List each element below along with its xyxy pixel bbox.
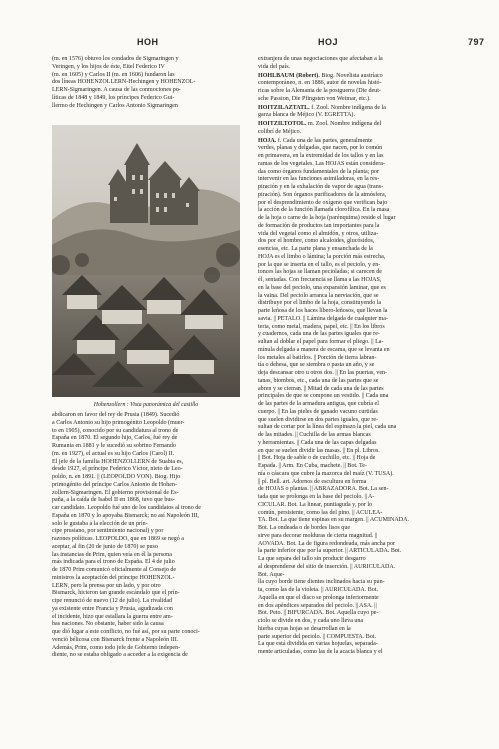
dictionary-entry bbox=[258, 121, 448, 137]
entry-headword: HOHLBAUM (Robert). bbox=[258, 72, 320, 79]
header-middle-word: HOJ bbox=[318, 37, 339, 47]
entry-headword: HOITZILAZTATL. bbox=[258, 104, 310, 111]
dictionary-entry bbox=[258, 105, 448, 121]
castle-photograph bbox=[52, 125, 240, 397]
header-left-word: HOH bbox=[137, 37, 159, 47]
page-number: 797 bbox=[468, 37, 485, 47]
entry-headword: HOITZILTOTOL. bbox=[258, 121, 307, 127]
left-top-paragraph: (m. en 1576) obtuvo los condados de Sigmaringen y Veringen, y los hijos de éste, Eitel Federico IV (m. en 1605) y Carlos II (m. en 1606) fundaron las dos líneas HOHENZOLLERN-Hechingen y HOHENZOL- LERN-Sigmaringen. A causa de las conmociones po- líticas de 1848 y 1849, los príncipes Federico Gui- llermo de Hechingen y Carlos Antonio Sigmaringen bbox=[52, 56, 196, 109]
entry-body: f. Zool. Nombre indígena de la garza blanca de Méjico (V. EGRETTA). bbox=[258, 104, 386, 119]
right-column bbox=[258, 56, 448, 657]
entry-body: Biog. Novelista austríaco contemporáneo, n. en 1886, autor de novelas histó- ricas sobre la Alemania de la postguerra (Die deut- sche Passion, Die Pfingsten von Weimar, etc.). bbox=[258, 72, 383, 102]
left-column-top bbox=[52, 56, 240, 110]
entry-headword: HOJA. bbox=[258, 137, 277, 144]
dictionary-entry bbox=[258, 73, 448, 104]
running-header bbox=[0, 37, 499, 51]
photo-caption: Hohenzollern : Vista panorámica del castillo bbox=[93, 402, 199, 408]
entry-body: m. Zool. Nombre indígena del colibrí de Méjico. bbox=[258, 121, 382, 135]
right-intro-paragraph: extranjera de unas negociaciones que afectaban a la vida del país. bbox=[258, 56, 383, 70]
left-column-bottom bbox=[52, 412, 240, 660]
left-bottom-paragraph: abdicaron en favor del rey de Prusia (1849). Sucedió a Carlos Antonio su hijo primogénito Leopoldo (muer- to en 1905), conocido por su candidatura al trono de España en 1870. El segundo hijo, Carlos, fué rey de Rumania en 1881 y le sucedió su sobrino Fernando (m. en 1927), el actual es su hijo Carlos (Carol) II. El jefe de la familia HOHENZOLLERN de Suabia es, desde 1927, el príncipe Federico Víctor, nieto de Leo- poldo, n. en 1891. || (LEOPOLDO VON). Biog. Hijo primogénito del príncipe Carlos Antonio de Hohen- zollern-Sigmaringen. El gobierno provisional de Es- paña, a la caída de Isabel II en 1868, tuvo que bus- car candidato. Leopoldo fué uno de los candidatos al trono de España en 1870 y lo apoyaba Bismarck; no así Napoleón III, solo le gustaba a la elección de un prín- cipe prusiano, por sentimiento nacional) y por razones políticas. LEOPOLDO, que en 1869 se negó a aceptar, al fin (20 de junio de 1870) se puso las instancias de Prim, quien veía en él la persona más indicada para el trono de España. El 4 de julio de 1870 Prim comunicó oficialmente al Consejo de ministros la aceptación del príncipe HOHENZOL- LERN, pero la prensa por un lado, y por otro Bismarck, hicieron tan grande escándalo que el prín- cipe renunció de nuevo (12 de julio). La rivalidad ya existente entre Francia y Prusia, agudizada con el incidente, hizo que estallara la guerra entre am- bas naciones. No obstante, haber sido la causa que dió lugar a este conflicto, no fué así, por su parte conoci- venció bélicosa con Bismarck frente a Napoleón III. Además, Prim, como todo jefe de Gobierno indepen- diente, no se estaba obligado a acceder a la exigencia de bbox=[52, 412, 201, 659]
dictionary-entry bbox=[258, 138, 448, 657]
entry-body: f. Cada una de las partes, generalmente verdes, planas y delgadas, que nacen, por lo común en primavera, en la extremidad de los tallos y en las ramas de los vegetales. Las HOJAS están considera- das como órganos fundamentales de la planta; por intervenir en las funciones asimiladoras, en la res- piración y en la exhalación de vapor de agua (trans- piración). Son órganos purificadores de la atmósfera, por el desprendimiento de oxígeno que verifican bajo la acción de la función llamada clorofílica. En la masa de la hoja o carne de la hoja (parénquima) reside el lugar de formación de productos tan importantes para la vida del vegetal como el almidón, y otros, utiliza- dos por el hombre, como alcaloides, glucósidos, esencias, etc. La parte plana y ensanchada de la HOJA es el limbo o lámina; la porción más estrecha, por la que se inserta en el tallo, es el peciolo, y en- tonces las hojas se llaman pecioladas; si carecen de él, sentadas. Con frecuencia se llama a las HOJAS, en la base del peciolo, una expansión laminar, que es la vaina. Del peciolo arranca la nerviación, que se distribuye por el limbo de la hoja, constituyendo la parte leñosa de los haces libero-leñosos, que llevan la savia. || PETALO. || Lámina delgada de cualquier ma- teria, como metal, madera, papel, etc. || En los libros y cuadernos, cada una de las partes iguales que re- sultan al doblar el papel para formar el pliego. || La- mínula delgada a manera de escama, que se levanta en los metales al batirlos. || Porción de tierra labran- tía o dehesa, que se siembra o pasta un año, y se deja descansar otro u otros dos. || En las puertas, ven- tanas, biombos, etc., cada una de las partes que se abren y se cierran. || Mitad de cada una de las partes principales de que se compone un vestido. || Cada una de las partes de la armadura antigua, que cubría el cuerpo. || En las pieles de ganado vacuno curtidas que suelen dividirse en dos partes iguales, que re- sultan de cortar por la línea del espinazo la piel, cada una de las mitades. || Cuchilla de las armas blancas y herramientas. || Cada una de las capas delgadas en que se suelen dividir las masas. || En pl. Libros. || Bot. Hoja de sable o de cuchillo, etc. || Hoja de Espada. || Arm. En Cuba, machete. || Bot. Te- nía o cáscara que cubre la mazorca del maíz (V. TUSA). || pl. Bell. art. Adornos de escultura en forma de HOJAS o plantas. || ABRAZADORA. Bot. La sen- tada que se prolonga en la base del peciolo. || A- CICULAR. Bot. La linear, puntiaguda y, por lo común, persistente, como las del pino. || ACULEA- TA. Bot. La que tiene espinas en su margen. || ACUMINADA. Bot. La ondeada o de bordes lisos que sirve para decorar molduras de cierta magnitud. || AOVADA. Bot. La de figura redondeada, más ancha por la parte inferior que por la superior. || ARTICULADA. Bot. La que separa del tallo sin producir desgarro al desprenderse del sitio de inserción. || AURICULADA. Bot. Aque- lla cuyo borde tiene dientes inclinados hacia su pun- ta, como las de la violeta. || AURICULADA. Bot. Aquella en que el disco se prolonga inferiormente en dos apéndices separados del peciolo. || ASA. || Bot. Peto. || BIFURCADA. Bot. Aquella cuyo pe- ciolo se divide en dos, y cada uno lleva una hierba cuyas hojas se desarrollan en la parte superior del peciolo. || COMPUESTA. Bot. La que está dividida en varias hojuelas, separada- mente articuladas, como las de la acacia blanca y el bbox=[258, 137, 409, 655]
